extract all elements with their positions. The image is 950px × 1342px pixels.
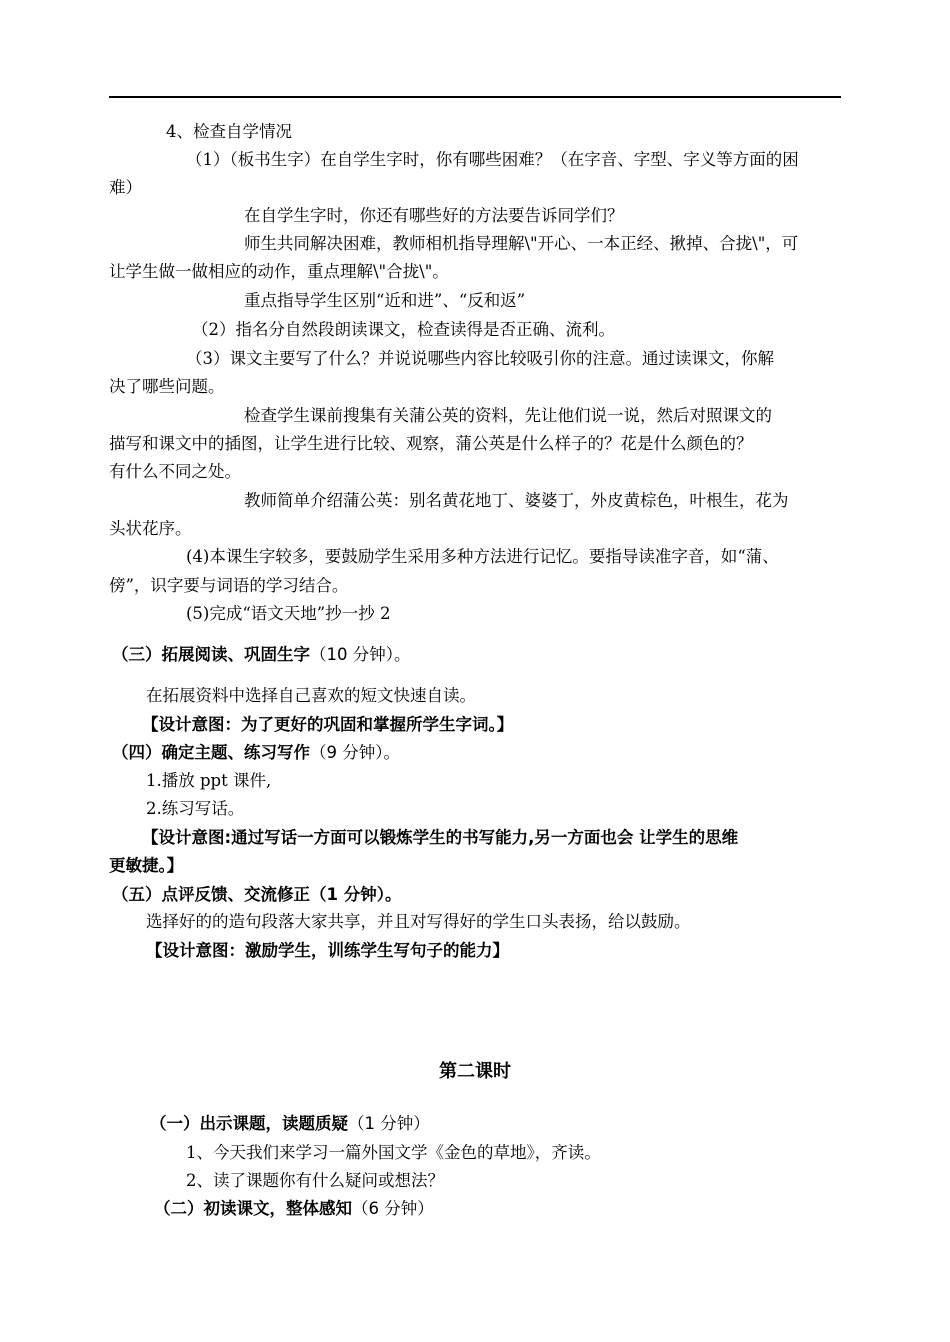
line-11: 检查学生课前搜集有关蒲公英的资料，先让他们说一说，然后对照课文的	[244, 406, 772, 425]
line-13: 有什么不同之处。	[109, 462, 241, 481]
lesson-2-item-1: 1、今天我们来学习一篇外国文学《金色的草地》，齐读。	[186, 1143, 601, 1162]
section-5-intent: 【设计意图：激励学生，训练学生写句子的能力】	[146, 941, 509, 960]
section-4-time: （9 分钟）。	[310, 743, 400, 762]
section-4-heading	[112, 743, 400, 763]
section-5-body: 选择好的的造句段落大家共享，并且对写得好的学生口头表扬，给以鼓励。	[146, 912, 691, 931]
section-4-item-1: 1.播放 ppt 课件,	[146, 771, 272, 790]
line-15: 头状花序。	[109, 519, 192, 538]
lesson-2-section-2-heading	[154, 1199, 434, 1219]
line-1: 4、检查自学情况	[166, 122, 292, 141]
section-3-time: （10 分钟）。	[310, 645, 411, 664]
section-3-intent: 【设计意图：为了更好的巩固和掌握所学生字词。】	[142, 715, 514, 734]
line-2: （1）（板书生字）在自学生字时，你有哪些困难？（在字音、字型、字义等方面的困	[186, 150, 799, 169]
line-12: 描写和课文中的插图，让学生进行比较、观察，蒲公英是什么样子的？花是什么颜色的？	[109, 434, 753, 453]
section-3-heading	[112, 645, 411, 665]
lesson-2-section-1-time: （1 分钟）	[348, 1114, 430, 1133]
line-7: 重点指导学生区别“近和进”、“反和返”	[244, 291, 526, 310]
section-3-title: （三）拓展阅读、巩固生字	[112, 645, 310, 664]
line-8: （2）指名分自然段朗读课文，检查读得是否正确、流利。	[192, 320, 615, 339]
lesson-2-title: 第二课时	[439, 1061, 511, 1082]
lesson-2-item-2: 2、读了课题你有什么疑问或想法？	[186, 1171, 444, 1190]
section-4-intent-line-2: 更敏捷。】	[109, 856, 184, 875]
lesson-2-section-1-title: （一）出示课题，读题质疑	[150, 1114, 348, 1133]
line-9: （3）课文主要写了什么？并说说哪些内容比较吸引你的注意。通过读课文，你解	[186, 349, 774, 368]
line-17: 傍”，识字要与词语的学习结合。	[109, 576, 349, 595]
lesson-2-section-1-heading	[150, 1114, 430, 1134]
lesson-2-section-2-time: （6 分钟）	[352, 1199, 434, 1218]
line-16: (4)本课生字较多，要鼓励学生采用多种方法进行记忆。要指导读准字音，如“蒲、	[186, 547, 779, 566]
line-18: (5)完成“语文天地”抄一抄 2	[186, 604, 391, 623]
section-4-item-2: 2.练习写话。	[146, 799, 245, 818]
section-3-body: 在拓展资料中选择自己喜欢的短文快速自读。	[146, 686, 476, 705]
header-rule	[109, 96, 841, 98]
section-5-heading: （五）点评反馈、交流修正（1 分钟）。	[112, 885, 402, 904]
section-4-intent-line-1: 【设计意图:通过写话一方面可以锻炼学生的书写能力,另一方面也会 让学生的思维	[142, 828, 739, 847]
lesson-2-section-2-title: （二）初读课文，整体感知	[154, 1199, 352, 1218]
line-10: 决了哪些问题。	[109, 377, 225, 396]
line-14: 教师简单介绍蒲公英：别名黄花地丁、婆婆丁，外皮黄棕色，叶根生，花为	[244, 491, 789, 510]
section-4-title: （四）确定主题、练习写作	[112, 743, 310, 762]
line-3: 难）	[109, 178, 142, 197]
line-5: 师生共同解决困难，教师相机指导理解\"开心、一本正经、揪掉、合拢\"，可	[244, 234, 799, 253]
line-4: 在自学生字时，你还有哪些好的方法要告诉同学们？	[244, 206, 624, 225]
line-6: 让学生做一做相应的动作，重点理解\"合拢\"。	[109, 262, 449, 281]
